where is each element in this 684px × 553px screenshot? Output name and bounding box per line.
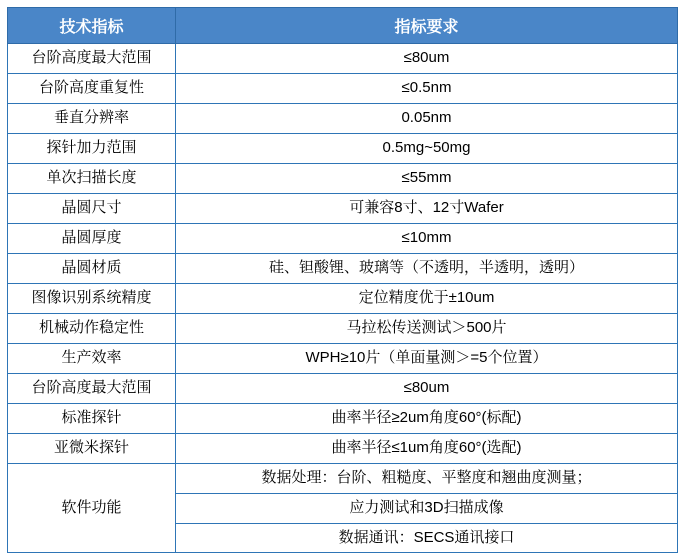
row-value: ≤80um xyxy=(176,44,678,74)
row-label: 图像识别系统精度 xyxy=(8,284,176,314)
row-label: 晶圆尺寸 xyxy=(8,194,176,224)
row-value: ≤10mm xyxy=(176,224,678,254)
row-label: 垂直分辨率 xyxy=(8,104,176,134)
software-line-list xyxy=(176,464,677,552)
row-value: 曲率半径≥2um角度60°(标配) xyxy=(176,404,678,434)
row-label: 软件功能 xyxy=(8,464,176,553)
row-label: 探针加力范围 xyxy=(8,134,176,164)
spec-table xyxy=(7,7,678,553)
table-row xyxy=(8,254,678,284)
row-value: ≤0.5nm xyxy=(176,74,678,104)
header-cell-requirement: 指标要求 xyxy=(176,8,678,44)
software-line: 应力测试和3D扫描成像 xyxy=(176,494,677,524)
row-value: 0.5mg~50mg xyxy=(176,134,678,164)
row-label: 标准探针 xyxy=(8,404,176,434)
row-value: 0.05nm xyxy=(176,104,678,134)
table-row xyxy=(8,404,678,434)
row-value: ≤55mm xyxy=(176,164,678,194)
table-row xyxy=(8,314,678,344)
table-row xyxy=(8,104,678,134)
row-label: 机械动作稳定性 xyxy=(8,314,176,344)
table-row xyxy=(8,434,678,464)
row-label: 晶圆材质 xyxy=(8,254,176,284)
table-body xyxy=(8,44,678,553)
row-label: 单次扫描长度 xyxy=(8,164,176,194)
table-row xyxy=(8,194,678,224)
table-row xyxy=(8,44,678,74)
table-header-row xyxy=(8,8,678,44)
software-line: 数据处理：台阶、粗糙度、平整度和翘曲度测量； xyxy=(176,464,677,494)
row-value: 硅、钽酸锂、玻璃等（不透明，半透明，透明） xyxy=(176,254,678,284)
row-label: 亚微米探针 xyxy=(8,434,176,464)
table-row xyxy=(8,134,678,164)
row-value: 马拉松传送测试＞500片 xyxy=(176,314,678,344)
table-row xyxy=(8,74,678,104)
table-row-software xyxy=(8,464,678,553)
table-row xyxy=(8,374,678,404)
table-row xyxy=(8,224,678,254)
row-value: ≤80um xyxy=(176,374,678,404)
software-line: 数据通讯：SECS通讯接口 xyxy=(338,528,515,546)
row-label: 生产效率 xyxy=(8,344,176,374)
row-label: 台阶高度重复性 xyxy=(8,74,176,104)
table-row xyxy=(8,284,678,314)
header-cell-metric: 技术指标 xyxy=(8,8,176,44)
row-value: WPH≥10片（单面量测＞=5个位置） xyxy=(176,344,678,374)
table-row xyxy=(8,164,678,194)
row-value-multiline xyxy=(176,464,678,553)
row-label: 台阶高度最大范围 xyxy=(8,44,176,74)
table-row xyxy=(8,344,678,374)
row-label: 台阶高度最大范围 xyxy=(8,374,176,404)
row-value: 可兼容8寸、12寸Wafer xyxy=(176,194,678,224)
row-value: 定位精度优于±10um xyxy=(176,284,678,314)
row-value: 曲率半径≤1um角度60°(选配) xyxy=(176,434,678,464)
row-label: 晶圆厚度 xyxy=(8,224,176,254)
